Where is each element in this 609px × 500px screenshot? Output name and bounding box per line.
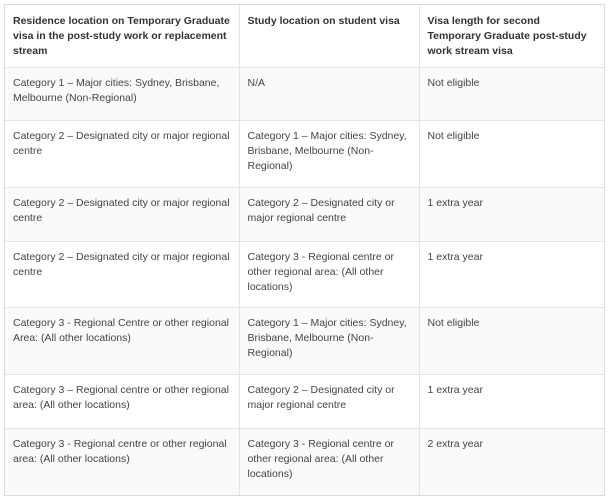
residence-cell: Category 2 – Designated city or major regional centre xyxy=(5,241,239,308)
residence-cell: Category 3 - Regional centre or other regional area: (All other locations) xyxy=(5,428,239,495)
study-cell: Category 3 - Regional centre or other regional area: (All other locations) xyxy=(239,428,419,495)
table-row xyxy=(5,241,604,308)
residence-cell: Category 2 – Designated city or major regional centre xyxy=(5,187,239,241)
visa-length-cell: 2 extra year xyxy=(419,428,604,495)
study-cell: Category 1 – Major cities: Sydney, Brisbane, Melbourne (Non-Regional) xyxy=(239,121,419,188)
table-row xyxy=(5,428,604,495)
study-cell: Category 2 – Designated city or major regional centre xyxy=(239,187,419,241)
residence-cell: Category 2 – Designated city or major regional centre xyxy=(5,121,239,188)
header-residence-location: Residence location on Temporary Graduate visa in the post-study work or replacement stream xyxy=(5,5,239,67)
visa-length-cell: Not eligible xyxy=(419,308,604,375)
study-cell: Category 2 – Designated city or major regional centre xyxy=(239,375,419,429)
visa-length-cell: 1 extra year xyxy=(419,187,604,241)
residence-cell: Category 3 - Regional Centre or other regional Area: (All other locations) xyxy=(5,308,239,375)
visa-length-cell: 1 extra year xyxy=(419,241,604,308)
table-row xyxy=(5,375,604,429)
header-visa-length: Visa length for second Temporary Graduate post-study work stream visa xyxy=(419,5,604,67)
visa-length-cell: 1 extra year xyxy=(419,375,604,429)
visa-length-cell: Not eligible xyxy=(419,67,604,121)
residence-cell: Category 1 – Major cities: Sydney, Brisbane, Melbourne (Non-Regional) xyxy=(5,67,239,121)
study-cell: Category 1 – Major cities: Sydney, Brisbane, Melbourne (Non-Regional) xyxy=(239,308,419,375)
visa-length-table xyxy=(5,5,604,495)
residence-cell: Category 3 – Regional centre or other regional area: (All other locations) xyxy=(5,375,239,429)
study-cell: Category 3 - Regional centre or other regional area: (All other locations) xyxy=(239,241,419,308)
table-row xyxy=(5,308,604,375)
header-study-location: Study location on student visa xyxy=(239,5,419,67)
visa-table xyxy=(4,4,605,496)
study-cell: N/A xyxy=(239,67,419,121)
visa-length-cell: Not eligible xyxy=(419,121,604,188)
table-row xyxy=(5,67,604,121)
table-header-row xyxy=(5,5,604,67)
table-row xyxy=(5,121,604,188)
table-row xyxy=(5,187,604,241)
